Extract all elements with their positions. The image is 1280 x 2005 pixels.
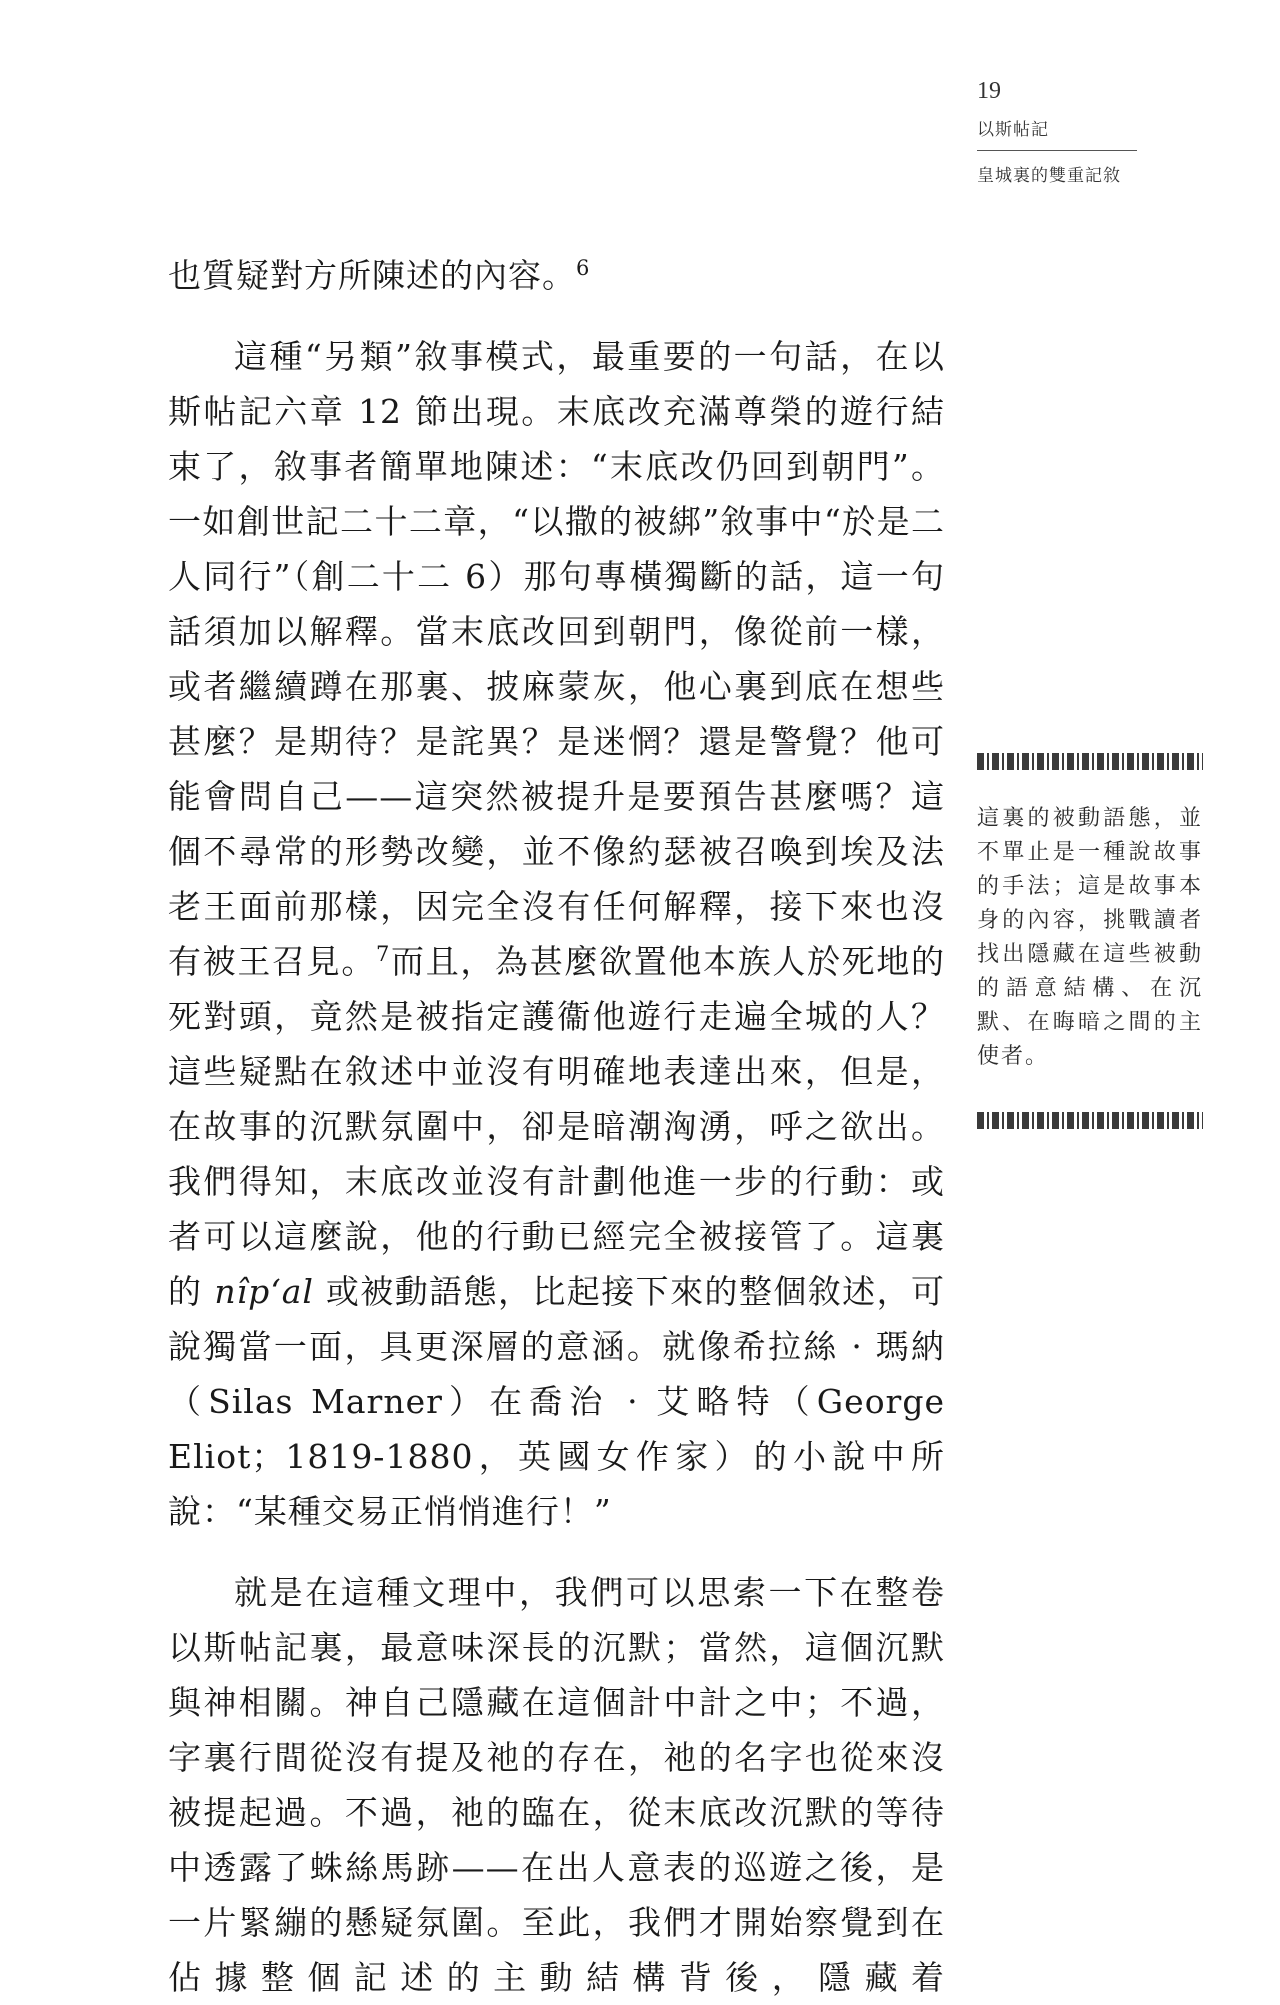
paragraph-gap (168, 303, 945, 329)
paragraph-3-text: 就是在這種文理中，我們可以思索一下在整卷以斯帖記裏，最意味深長的沉默；當然，這個沉默與神相關。神自己隱藏在這個計中計之中；不過，字裏行間從沒有提及祂的存在，祂的名字也從來沒被提起過。不過，祂的臨在，從末底改沉默的等待中透露了蛛絲馬跡——在出人意表的巡遊之後，是一片緊繃的懸疑氛圍。至此，我們才開始察覺到在佔據整個記述的主動結構背後，隱藏着 (168, 1573, 945, 1997)
paragraph-1 (168, 248, 945, 303)
pull-quote-text: 這裏的被動語態，並不單止是一種說故事的手法；這是故事本身的內容，挑戰讀者找出隱藏在這些被動的語意結構、在沉默、在晦暗之間的主使者。 (977, 806, 1203, 1069)
sidebar-bottom-rule (977, 1112, 1203, 1129)
paragraph-2-part-1: 這種“另類”敘事模式，最重要的一句話，在以斯帖記六章 12 節出現。末底改充滿尊榮的遊行結束了，敘事者簡單地陳述：“末底改仍回到朝門”。一如創世記二十二章，“以撒的被綁”敘事中“於是二人同行”（創二十二 6）那句專橫獨斷的話，這一句話須加以解釋。當末底改回到朝門，像從前一樣，或者繼續蹲在那裏、披麻蒙灰，他心裏到底在想些甚麼？是期待？是詫異？是迷惘？還是警覺？他可能會問自己——這突然被提升是要預告甚麼嗎？這個不尋常的形勢改變，並不像約瑟被召喚到埃及法老王面前那樣，因完全沒有任何解釋，接下來也沒有被王召見。 (168, 337, 945, 981)
pull-quote-sidebar (977, 753, 1203, 1129)
running-header (977, 78, 1137, 186)
paragraph-2-part-3: 或被動語態，比起接下來的整個敘述，可說獨當一面，具更深層的意涵。就像希拉絲 · 瑪納（Silas Marner）在喬治 · 艾略特（George Eliot；1819-1880，英國女作家）的小說中所說：“某種交易正悄悄進行！” (168, 1272, 945, 1531)
hebrew-transliteration: nîp‘al (214, 1272, 314, 1311)
page-number: 19 (977, 78, 1001, 104)
paragraph-1-text: 也質疑對方所陳述的內容。 (168, 256, 576, 295)
paragraph-2-part-2: 而且，為甚麼欲置他本族人於死地的死對頭，竟然是被指定護衞他遊行走遍全城的人？這些疑點在敘述中並沒有明確地表達出來，但是，在故事的沉默氛圍中，卻是暗潮洶湧，呼之欲出。我們得知，末底改並沒有計劃他進一步的行動：或者可以這麼說，他的行動已經完全被接管了。這裏的 (168, 942, 946, 1311)
footnote-ref-7: 7 (376, 942, 391, 966)
running-title: 以斯帖記 (977, 120, 1049, 140)
paragraph-2 (168, 329, 945, 1539)
main-text-column (168, 248, 945, 2005)
footnote-ref-6: 6 (576, 256, 591, 280)
paragraph-3 (168, 1565, 945, 2005)
paragraph-gap (168, 1539, 945, 1565)
header-divider (977, 150, 1137, 151)
running-subtitle: 皇城裏的雙重記敘 (977, 166, 1121, 186)
sidebar-top-rule (977, 753, 1203, 770)
